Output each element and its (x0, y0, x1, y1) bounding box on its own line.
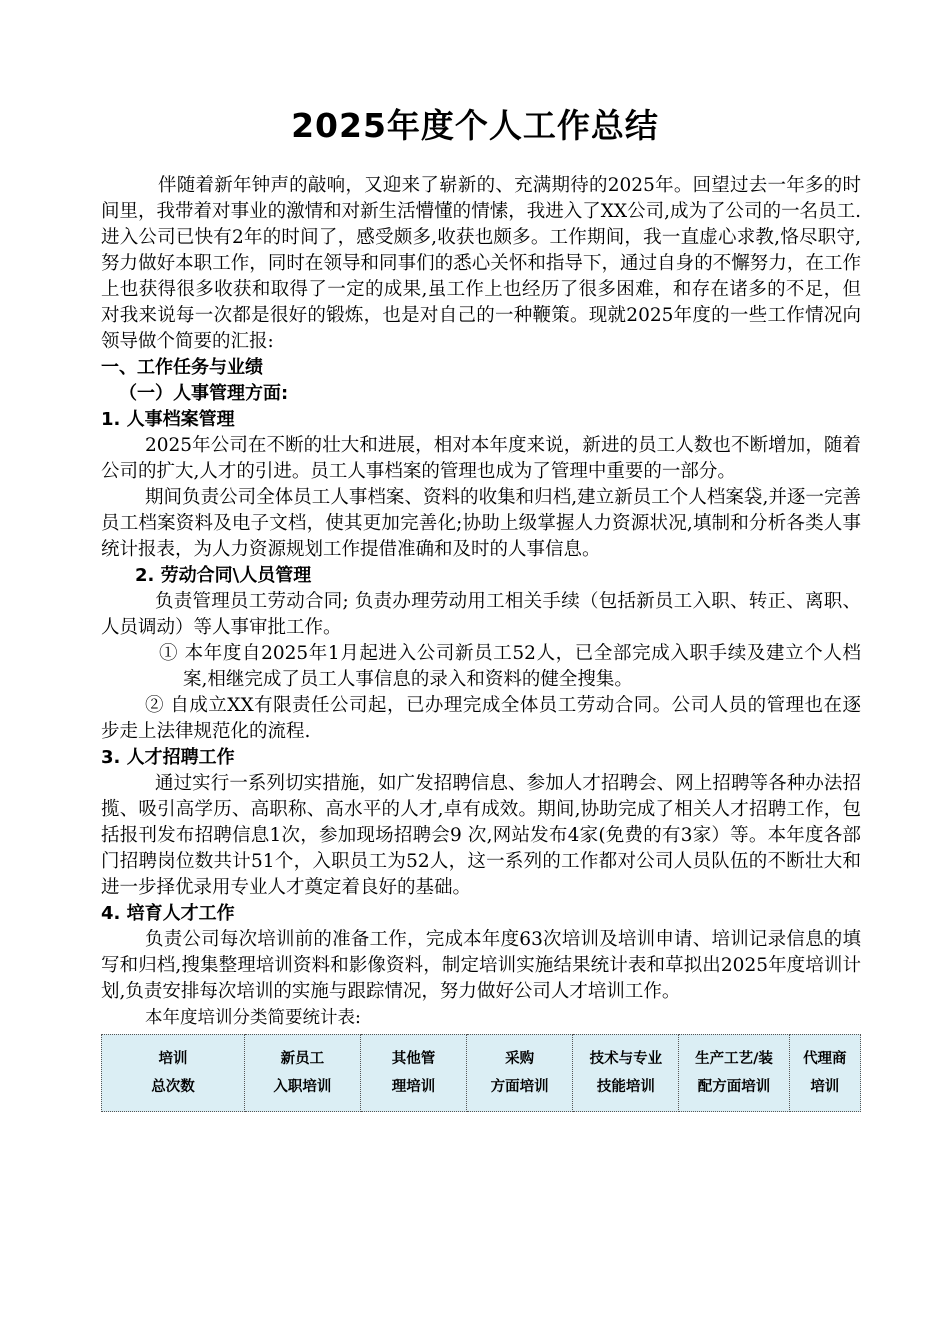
labor-contracts-point-2: ② 自成立XX有限责任公司起，已办理完成全体员工劳动合同。公司人员的管理也在逐步走上法律规范化的流程. (101, 695, 861, 742)
labor-contracts-paragraph: 负责管理员工劳动合同; 负责办理劳动用工相关手续（包括新员工入职、转正、离职、人员调动）等人事审批工作。 (101, 591, 861, 638)
subsection-heading-hr: （一）人事管理方面: (119, 383, 289, 404)
table-header-row (102, 1035, 861, 1112)
document-body (101, 173, 861, 1112)
table-header-cell: 新员工 入职培训 (244, 1035, 360, 1112)
training-statistics-table (101, 1034, 861, 1112)
table-header-cell: 代理商 培训 (789, 1035, 860, 1112)
item-heading-personnel-files: 1. 人事档案管理 (101, 409, 235, 430)
table-header-cell: 采购 方面培训 (467, 1035, 573, 1112)
recruitment-paragraph: 通过实行一系列切实措施，如广发招聘信息、参加人才招聘会、网上招聘等各种办法招揽、吸引高学历、高职称、高水平的人才,卓有成效。期间,协助完成了相关人才招聘工作，包括报刊发布招聘信息1次，参加现场招聘会9 次,网站发布4家(免费的有3家）等。本年度各部门招聘岗位数共计51个，入职员工为52人，这一系列的工作都对公司人员队伍的不断壮大和进一步择优录用专业人才奠定着良好的基础。 (101, 773, 861, 898)
table-header-cell: 生产工艺/装 配方面培训 (679, 1035, 789, 1112)
document-title: 2025年度个人工作总结 (291, 106, 659, 145)
section-heading-work-tasks: 一、工作任务与业绩 (101, 357, 263, 378)
item-heading-recruitment: 3. 人才招聘工作 (101, 747, 235, 768)
table-header-cell: 培训 总次数 (102, 1035, 245, 1112)
personnel-files-paragraph-1: 2025年公司在不断的壮大和进展，相对本年度来说，新进的员工人数也不断增加，随着公司的扩大,人才的引进。员工人事档案的管理也成为了管理中重要的一部分。 (101, 435, 861, 482)
training-paragraph: 负责公司每次培训前的准备工作，完成本年度63次培训及培训申请、培训记录信息的填写和归档,搜集整理培训资料和影像资料，制定培训实施结果统计表和草拟出2025年度培训计划,负责安排每次培训的实施与跟踪情况，努力做好公司人才培训工作。 (101, 929, 861, 1002)
table-header-cell: 其他管 理培训 (360, 1035, 466, 1112)
table-header-cell: 技术与专业 技能培训 (573, 1035, 679, 1112)
training-table-caption: 本年度培训分类简要统计表: (145, 1008, 361, 1028)
item-heading-training: 4. 培育人才工作 (101, 903, 235, 924)
intro-paragraph: 伴随着新年钟声的敲响，又迎来了崭新的、充满期待的2025年。回望过去一年多的时间里，我带着对事业的激情和对新生活懵懂的情愫，我进入了XX公司,成为了公司的一名员工.进入公司已快有2年的时间了，感受颇多,收获也颇多。工作期间，我一直虚心求教,恪尽职守,努力做好本职工作，同时在领导和同事们的悉心关怀和指导下，通过自身的不懈努力，在工作上也获得很多收获和取得了一定的成果,虽工作上也经历了很多困难，和存在诸多的不足，但对我来说每一次都是很好的锻炼，也是对自己的一种鞭策。现就2025年度的一些工作情况向领导做个简要的汇报: (101, 175, 861, 352)
personnel-files-paragraph-2: 期间负责公司全体员工人事档案、资料的收集和归档,建立新员工个人档案袋,并逐一完善员工档案资料及电子文档，使其更加完善化;协助上级掌握人力资源状况,填制和分析各类人事统计报表，为人力资源规划工作提借准确和及时的人事信息。 (101, 487, 861, 560)
labor-contracts-point-1: ① 本年度自2025年1月起进入公司新员工52人，已全部完成入职手续及建立个人档案,相继完成了员工人事信息的录入和资料的健全搜集。 (159, 643, 861, 690)
item-heading-labor-contracts: 2. 劳动合同\人员管理 (135, 565, 312, 586)
